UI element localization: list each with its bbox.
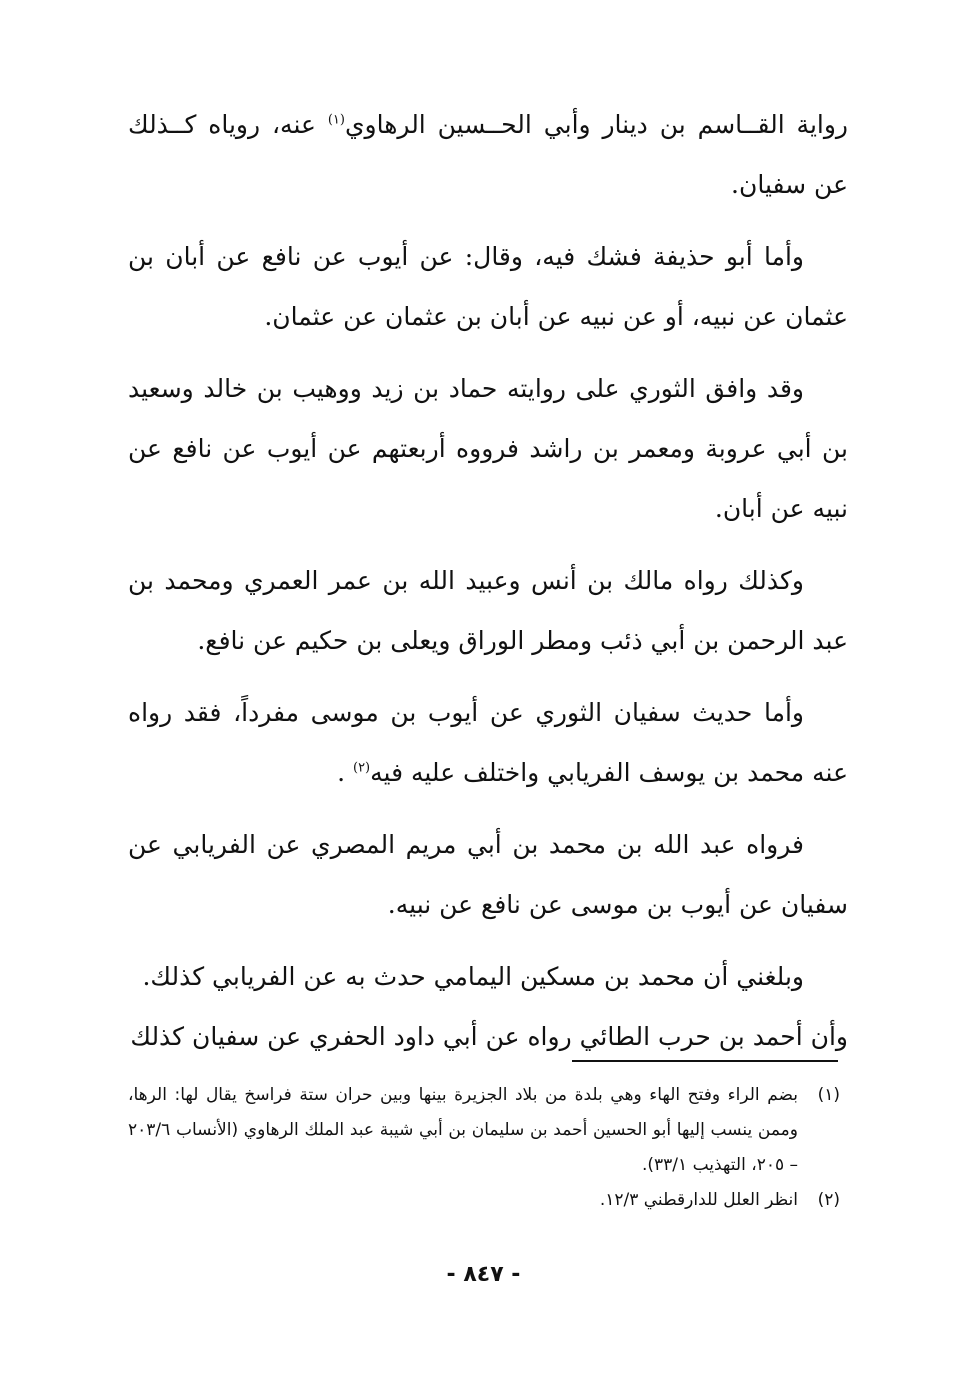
footnote-1 [128, 1078, 840, 1183]
paragraph-5 [128, 683, 848, 803]
page-number: - ٨٤٧ - [446, 1262, 521, 1287]
paragraph-5-part-a: وأما حديث سفيان الثوري عن أيوب بن موسى مفرداً، فقد رواه عنه محمد بن يوسف الفريابي واختلف عليه فيه [128, 698, 848, 787]
footnote-divider [572, 1060, 838, 1062]
paragraph-8: وأن أحمد بن حرب الطائي رواه عن أبي داود الحفري عن سفيان كذلك [130, 1022, 848, 1051]
footnote-text-1: بضم الراء وفتح الهاء وهي بلدة من بلاد الجزيرة بينها وبين حران ستة فراسخ يقال لها: الرها، وممن ينسب إليها أبو الحسين أحمد بن سليمان بن أبي شيبة عبد الملك الرهاوي (الأنساب ٢٠٣/٦ – ٢٠٥، التهذيب ٣٣/١). [128, 1085, 798, 1175]
paragraph-3: وقد وافق الثوري على روايته حماد بن زيد ووهيب بن خالد وسعيد بن أبي عروبة ومعمر بن راشد فرووه أربعتهم عن أيوب عن نافع عن نبيه عن أبان. [128, 374, 848, 523]
paragraph-5-part-b: . [337, 758, 353, 787]
paragraph-1-part-a: رواية القــاسم بن دينار وأبي الحــسين الرهاوي [344, 110, 848, 139]
paragraph-1-part-b: عنه، روياه كــذلك عن سفيان. [128, 110, 848, 199]
footnote-text-2: انظر العلل للدارقطني ١٢/٣. [599, 1190, 798, 1210]
paragraph-4: وكذلك رواه مالك بن أنس وعبيد الله بن عمر العمري ومحمد بن عبد الرحمن بن أبي ذئب ومطر الوراق ويعلى بن حكيم عن نافع. [128, 566, 848, 655]
footnote-number-1: (١) [817, 1085, 840, 1105]
footnote-ref-2: (٢) [352, 760, 371, 776]
footnote-ref-1: (١) [327, 112, 345, 128]
footnotes [128, 1078, 840, 1218]
paragraph-7: وبلغني أن محمد بن مسكين اليمامي حدث به عن الفريابي كذلك. [142, 962, 804, 991]
paragraph-6: فرواه عبد الله بن محمد بن أبي مريم المصري عن الفريابي عن سفيان عن أيوب بن موسى عن نافع عن نبيه. [128, 830, 848, 919]
main-text [128, 95, 848, 1079]
paragraph-2: وأما أبو حذيفة فشك فيه، وقال: عن أيوب عن نافع عن أبان بن عثمان عن نبيه، أو عن نبيه عن أبان بن عثمان عن عثمان. [128, 242, 848, 331]
footnote-2 [128, 1183, 840, 1218]
paragraph-1 [128, 95, 848, 215]
footnote-number-2: (٢) [817, 1190, 840, 1210]
